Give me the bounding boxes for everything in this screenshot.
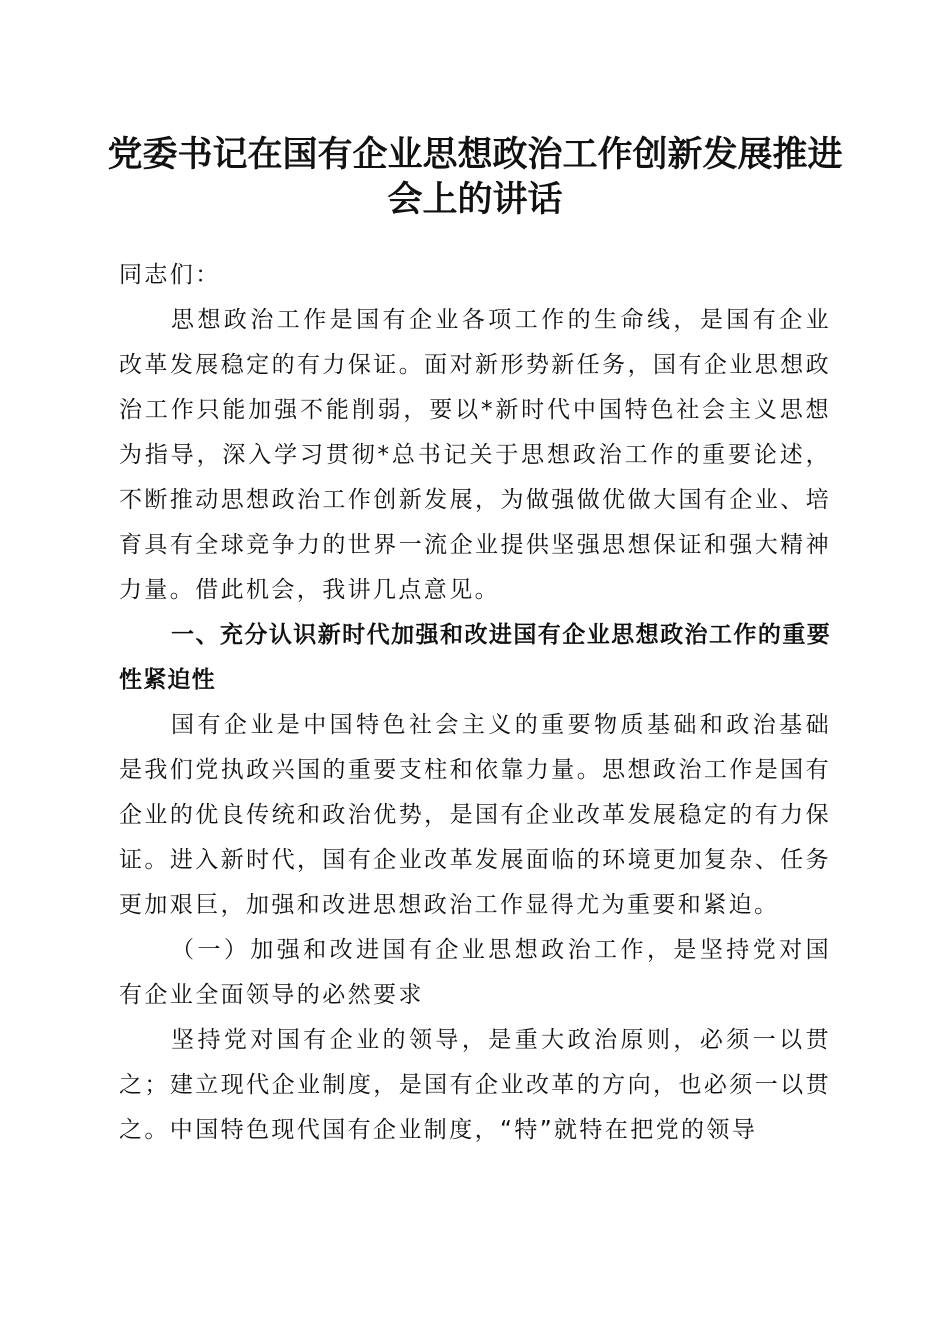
salutation: 同志们： — [119, 262, 221, 288]
intro-paragraph: 思想政治工作是国有企业各项工作的生命线，是国有企业改革发展稳定的有力保证。面对新形势新任务，国有企业思想政治工作只能加强不能削弱，要以*新时代中国特色社会主义思想为指导，深入学习贯彻*总书记关于思想政治工作的重要论述，不断推动思想政治工作创新发展，为做强做优做大国有企业、培育具有全球竞争力的世界一流企业提供坚强思想保证和强大精神力量。借此机会，我讲几点意见。 — [119, 307, 831, 603]
document-body — [119, 253, 831, 1153]
section-heading-1: 一、充分认识新时代加强和改进国有企业思想政治工作的重要性紧迫性 — [119, 622, 831, 693]
document-title: 党委书记在国有企业思想政治工作创新发展推进会上的讲话 — [107, 134, 843, 220]
subsection-heading-1: （一）加强和改进国有企业思想政治工作，是坚持党对国有企业全面领导的必然要求 — [119, 937, 831, 1008]
subsection-1-paragraph: 坚持党对国有企业的领导，是重大政治原则，必须一以贯之；建立现代企业制度，是国有企业改革的方向，也必须一以贯之。中国特色现代国有企业制度，“特”就特在把党的领导 — [119, 1027, 831, 1143]
section-1-paragraph: 国有企业是中国特色社会主义的重要物质基础和政治基础是我们党执政兴国的重要支柱和依靠力量。思想政治工作是国有企业的优良传统和政治优势，是国有企业改革发展稳定的有力保证。进入新时代，国有企业改革发展面临的环境更加复杂、任务更加艰巨，加强和改进思想政治工作显得尤为重要和紧迫。 — [119, 712, 831, 918]
